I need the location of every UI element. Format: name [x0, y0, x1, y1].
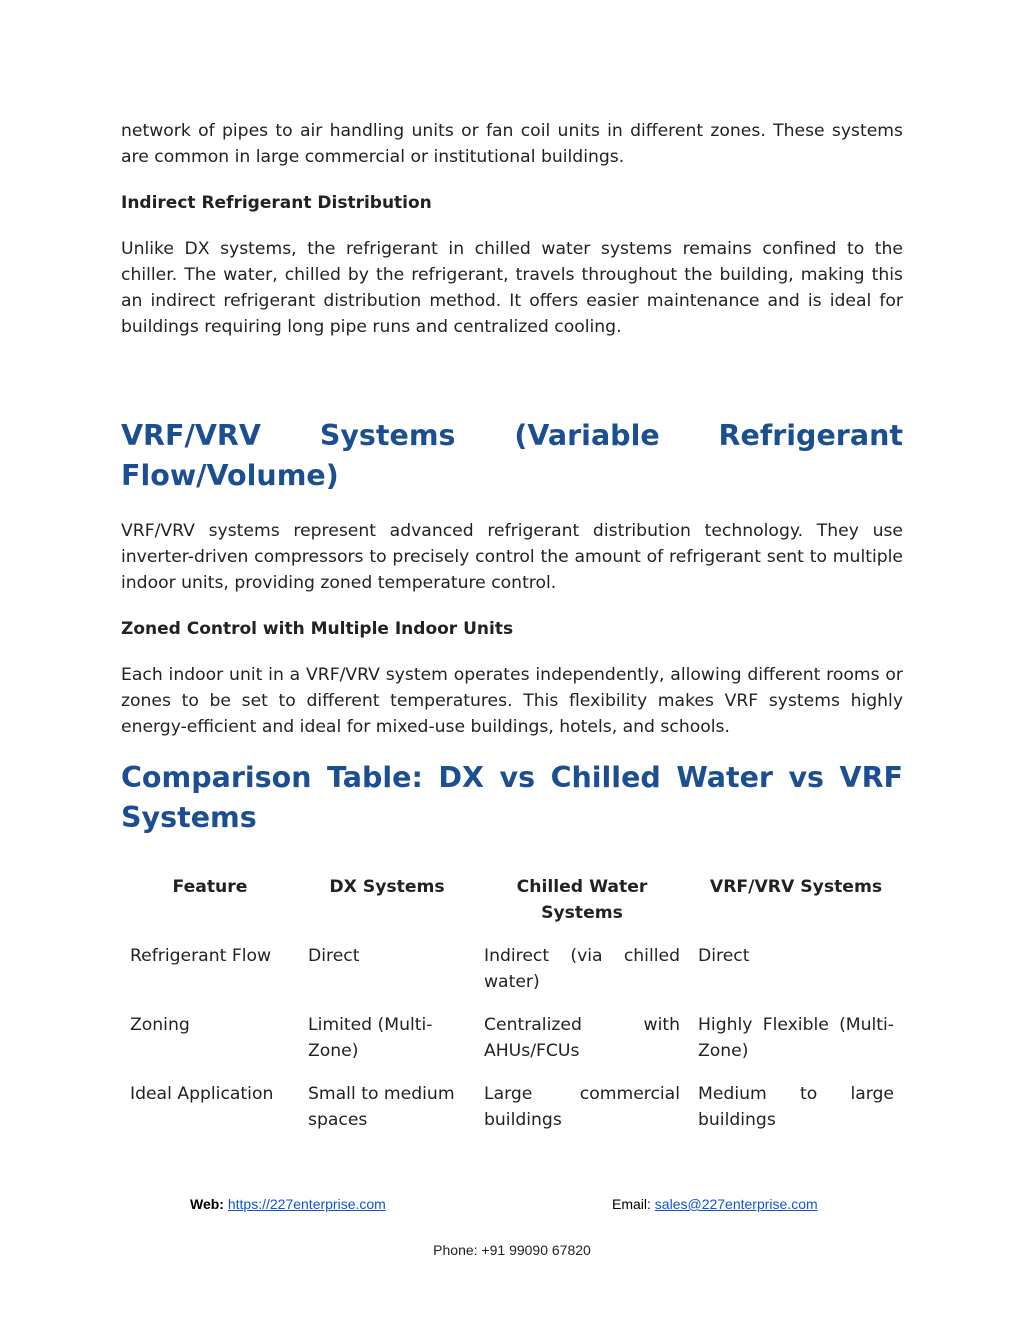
table-row [121, 1012, 903, 1081]
web-link[interactable]: https://227enterprise.com [227, 1196, 386, 1212]
table-cell: Zoning [130, 1015, 190, 1035]
table-row [121, 943, 903, 1012]
comparison-table [121, 874, 903, 1150]
table-cell: Medium to large buildings [698, 1084, 894, 1130]
vrf-heading [121, 416, 903, 496]
table-cell: Indirect (via chilled water) [484, 946, 680, 992]
table-cell: Ideal Application [130, 1084, 274, 1104]
table-cell: Limited (Multi-Zone) [308, 1015, 433, 1061]
web-label: Web: [190, 1196, 224, 1212]
table-header-cell: DX Systems [329, 877, 445, 897]
table-cell: Small to medium spaces [308, 1084, 455, 1130]
intro-paragraph: network of pipes to air handling units or fan coil units in different zones. These systems are common in large commercial or institutional buildings. [121, 121, 903, 167]
footer-web [190, 1196, 386, 1212]
table-header-cell: Feature [172, 877, 248, 897]
table-row [121, 1081, 903, 1150]
comparison-heading-line2: Systems [121, 801, 257, 834]
comparison-heading [121, 758, 903, 838]
comparison-heading-line1: Comparison Table: DX vs Chilled Water vs VRF [121, 761, 903, 794]
indirect-heading: Indirect Refrigerant Distribution [121, 193, 432, 213]
table-cell: Refrigerant Flow [130, 946, 272, 966]
zoned-control-heading: Zoned Control with Multiple Indoor Units [121, 619, 514, 639]
table-cell: Highly Flexible (Multi-Zone) [698, 1015, 894, 1061]
vrf-heading-line1: VRF/VRV Systems (Variable Refrigerant [121, 419, 903, 452]
footer-phone: Phone: +91 99090 67820 [433, 1242, 591, 1258]
vrf-heading-line2: Flow/Volume) [121, 459, 339, 492]
table-cell: Direct [308, 946, 360, 966]
email-label: Email: [612, 1196, 651, 1212]
email-link[interactable]: sales@227enterprise.com [654, 1196, 818, 1212]
zoned-control-paragraph: Each indoor unit in a VRF/VRV system operates independently, allowing different rooms or zones to be set to different temperatures. This flexibility makes VRF systems highly energy-efficient and ideal for mixed-use buildings, hotels, and schools. [121, 665, 903, 737]
table-cell: Large commercial buildings [484, 1084, 680, 1130]
table-cell: Direct [698, 946, 750, 966]
table-header-row [121, 874, 903, 943]
vrf-paragraph: VRF/VRV systems represent advanced refrigerant distribution technology. They use inverter-driven compressors to precisely control the amount of refrigerant sent to multiple indoor units, providing zoned temperature control. [121, 521, 903, 593]
table-cell: Centralized with AHUs/FCUs [484, 1015, 680, 1061]
footer-email [612, 1196, 818, 1212]
document-body [121, 118, 903, 1150]
indirect-paragraph: Unlike DX systems, the refrigerant in chilled water systems remains confined to the chiller. The water, chilled by the refrigerant, travels throughout the building, making this an indirect refrigerant distribution method. It offers easier maintenance and is ideal for buildings requiring long pipe runs and centralized cooling. [121, 239, 903, 337]
table-header-cell: VRF/VRV Systems [709, 877, 883, 897]
table-header-cell: Chilled Water Systems [516, 877, 648, 923]
